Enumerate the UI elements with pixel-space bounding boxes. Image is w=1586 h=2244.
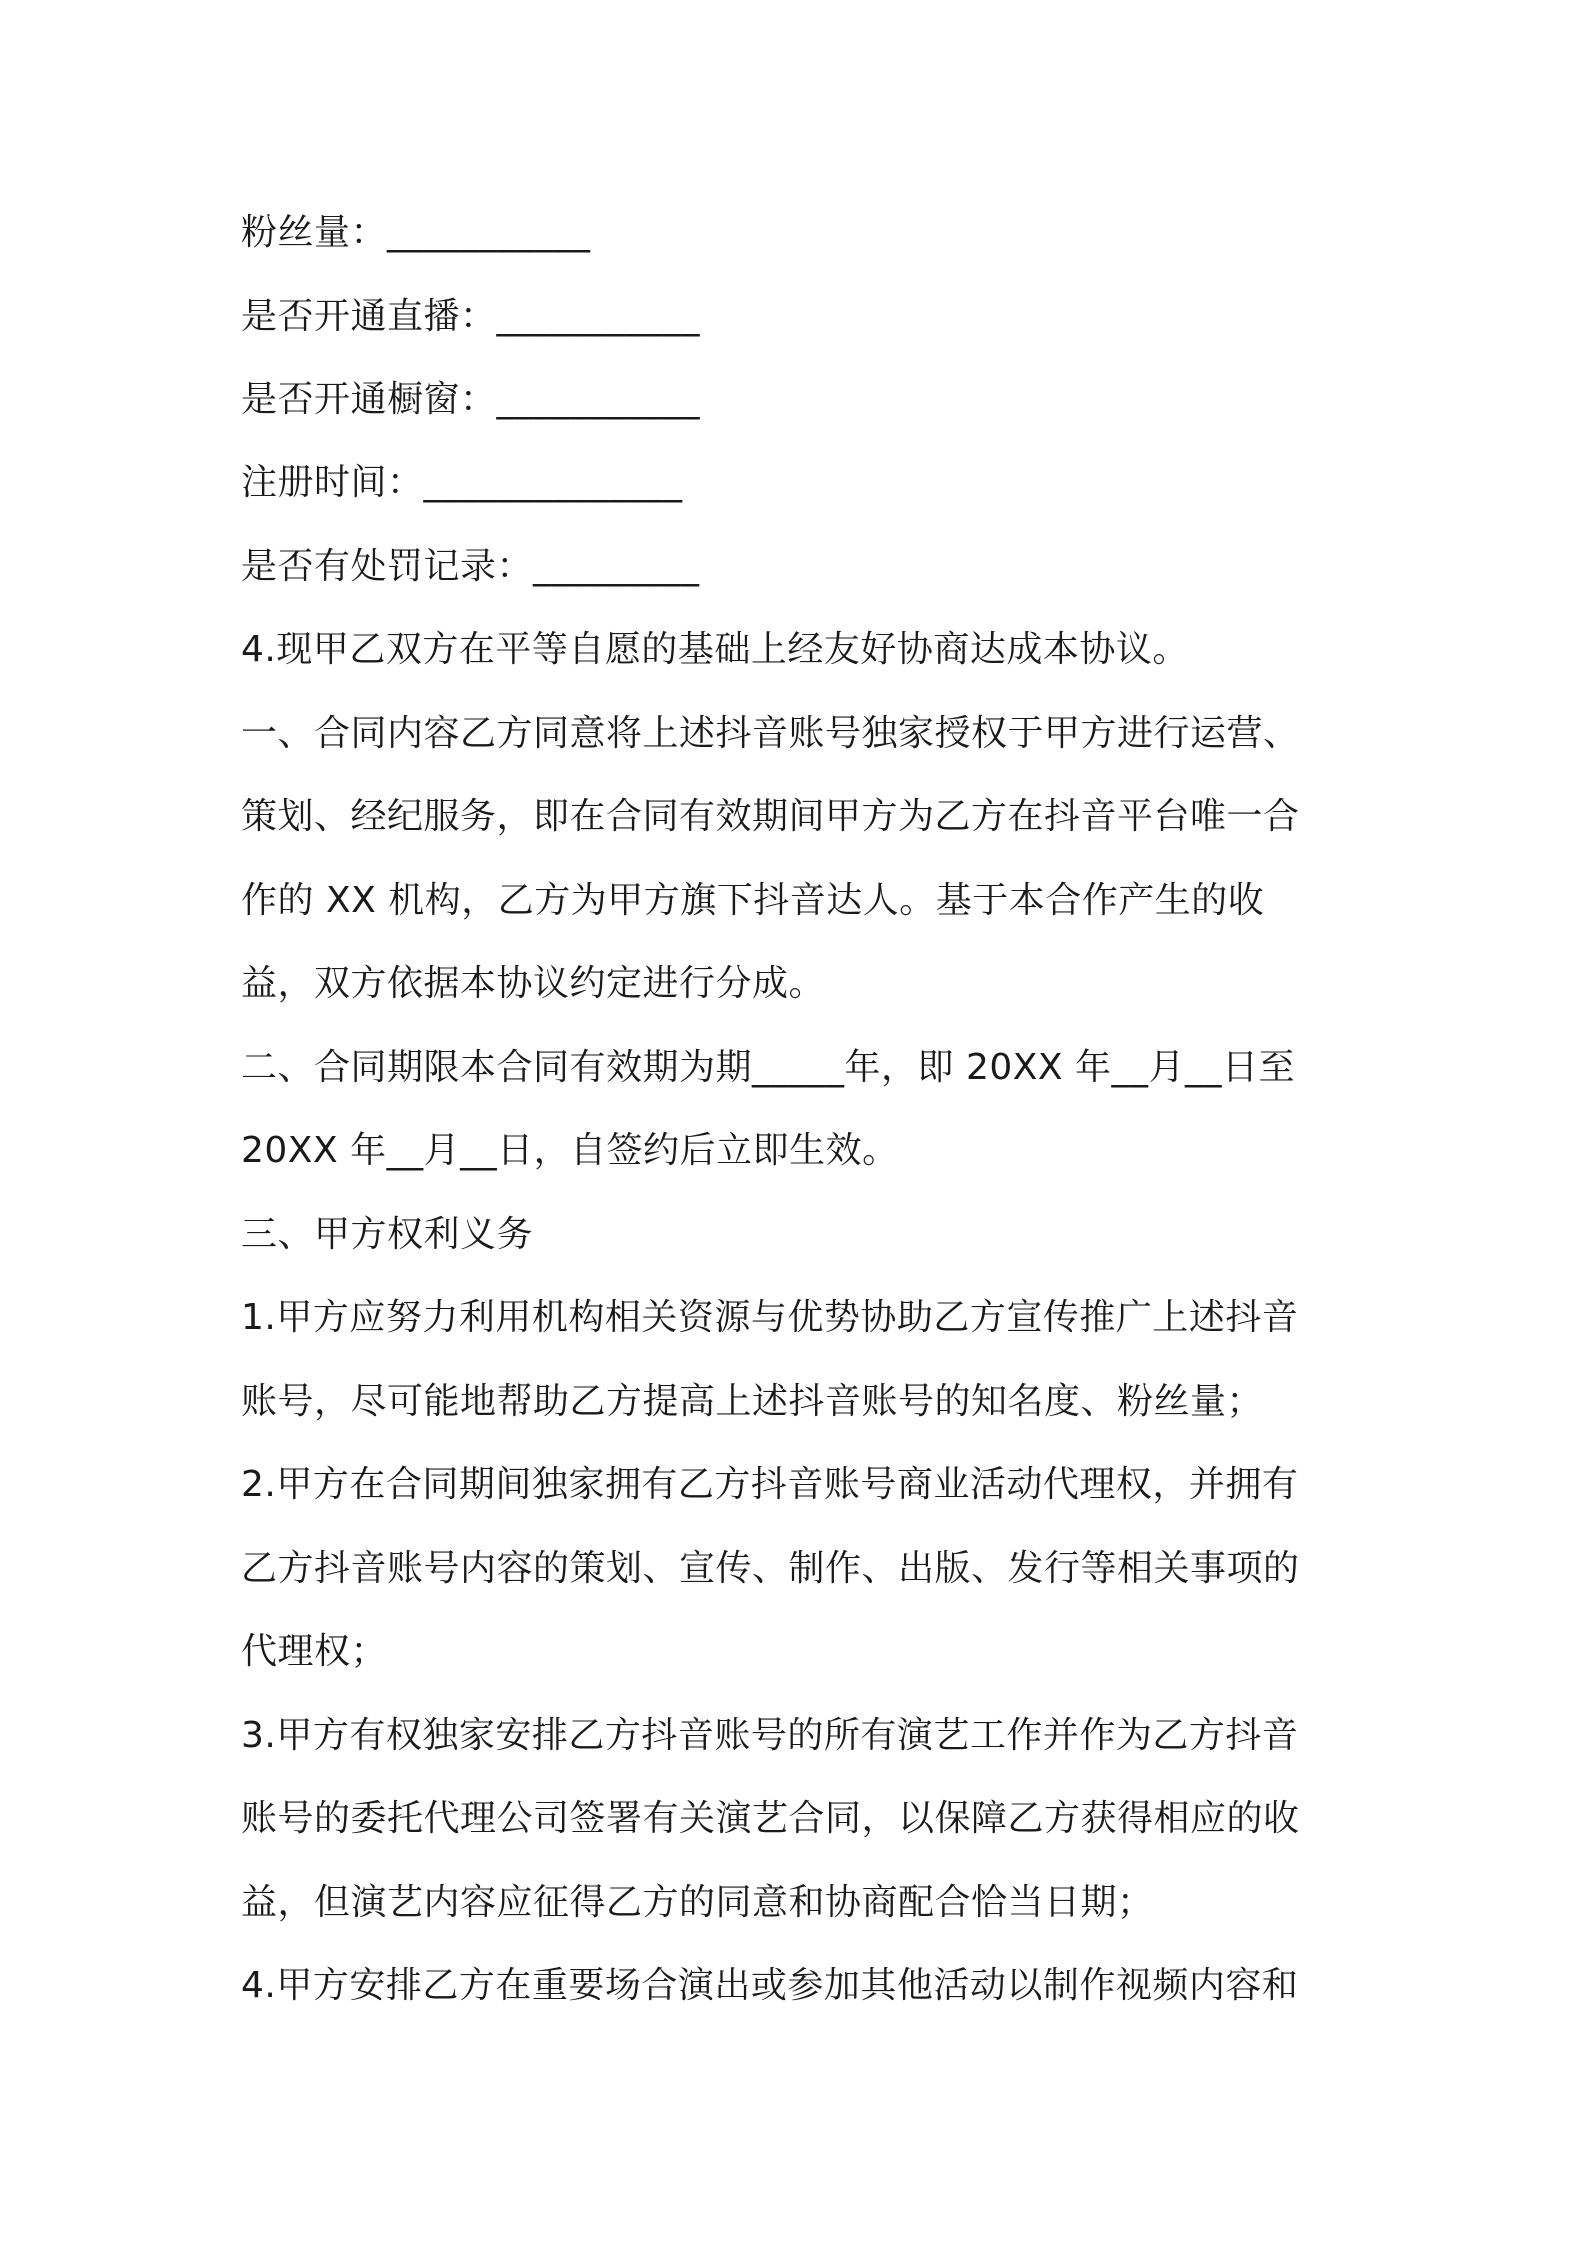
section-3-item-2-line-3: 代理权； [241, 1631, 388, 1672]
section-1-line-3: 作的 XX 机构，乙方为甲方旗下抖音达人。基于本合作产生的收 [241, 880, 1265, 921]
section-3-item-3-line-2: 账号的委托代理公司签署有关演艺合同，以保障乙方获得相应的收 [241, 1798, 1300, 1839]
section-3-item-4-line-1: 4.甲方安排乙方在重要场合演出或参加其他活动以制作视频内容和 [241, 1965, 1299, 2006]
field-showcase-enabled: 是否开通橱窗：___________ [241, 379, 701, 420]
clause-4-intro: 4.现甲乙双方在平等自愿的基础上经友好协商达成本协议。 [241, 629, 1189, 670]
section-3-item-2-line-2: 乙方抖音账号内容的策划、宣传、制作、出版、发行等相关事项的 [241, 1548, 1300, 1589]
section-2-line-2: 20XX 年__月__日，自签约后立即生效。 [241, 1130, 899, 1171]
section-1-line-4: 益，双方依据本协议约定进行分成。 [241, 963, 826, 1004]
section-3-heading: 三、甲方权利义务 [241, 1214, 534, 1255]
section-1-line-2: 策划、经纪服务，即在合同有效期间甲方为乙方在抖音平台唯一合 [241, 796, 1300, 837]
section-3-item-1-line-1: 1.甲方应努力利用机构相关资源与优势协助乙方宣传推广上述抖音 [241, 1297, 1299, 1338]
field-live-enabled: 是否开通直播：___________ [241, 296, 701, 337]
field-penalty-record: 是否有处罚记录：_________ [241, 546, 700, 587]
section-3-item-3-line-3: 益，但演艺内容应征得乙方的同意和协商配合恰当日期； [241, 1882, 1154, 1923]
section-1-line-1: 一、合同内容乙方同意将上述抖音账号独家授权于甲方进行运营、 [241, 713, 1300, 754]
field-fan-count: 粉丝量：___________ [241, 212, 591, 253]
section-3-item-1-line-2: 账号，尽可能地帮助乙方提高上述抖音账号的知名度、粉丝量； [241, 1381, 1264, 1422]
field-registration-time: 注册时间：______________ [241, 462, 683, 503]
section-3-item-2-line-1: 2.甲方在合同期间独家拥有乙方抖音账号商业活动代理权，并拥有 [241, 1464, 1299, 1505]
section-2-line-1: 二、合同期限本合同有效期为期_____年，即 20XX 年__月__日至 [241, 1047, 1296, 1088]
section-3-item-3-line-1: 3.甲方有权独家安排乙方抖音账号的所有演艺工作并作为乙方抖音 [241, 1715, 1299, 1756]
